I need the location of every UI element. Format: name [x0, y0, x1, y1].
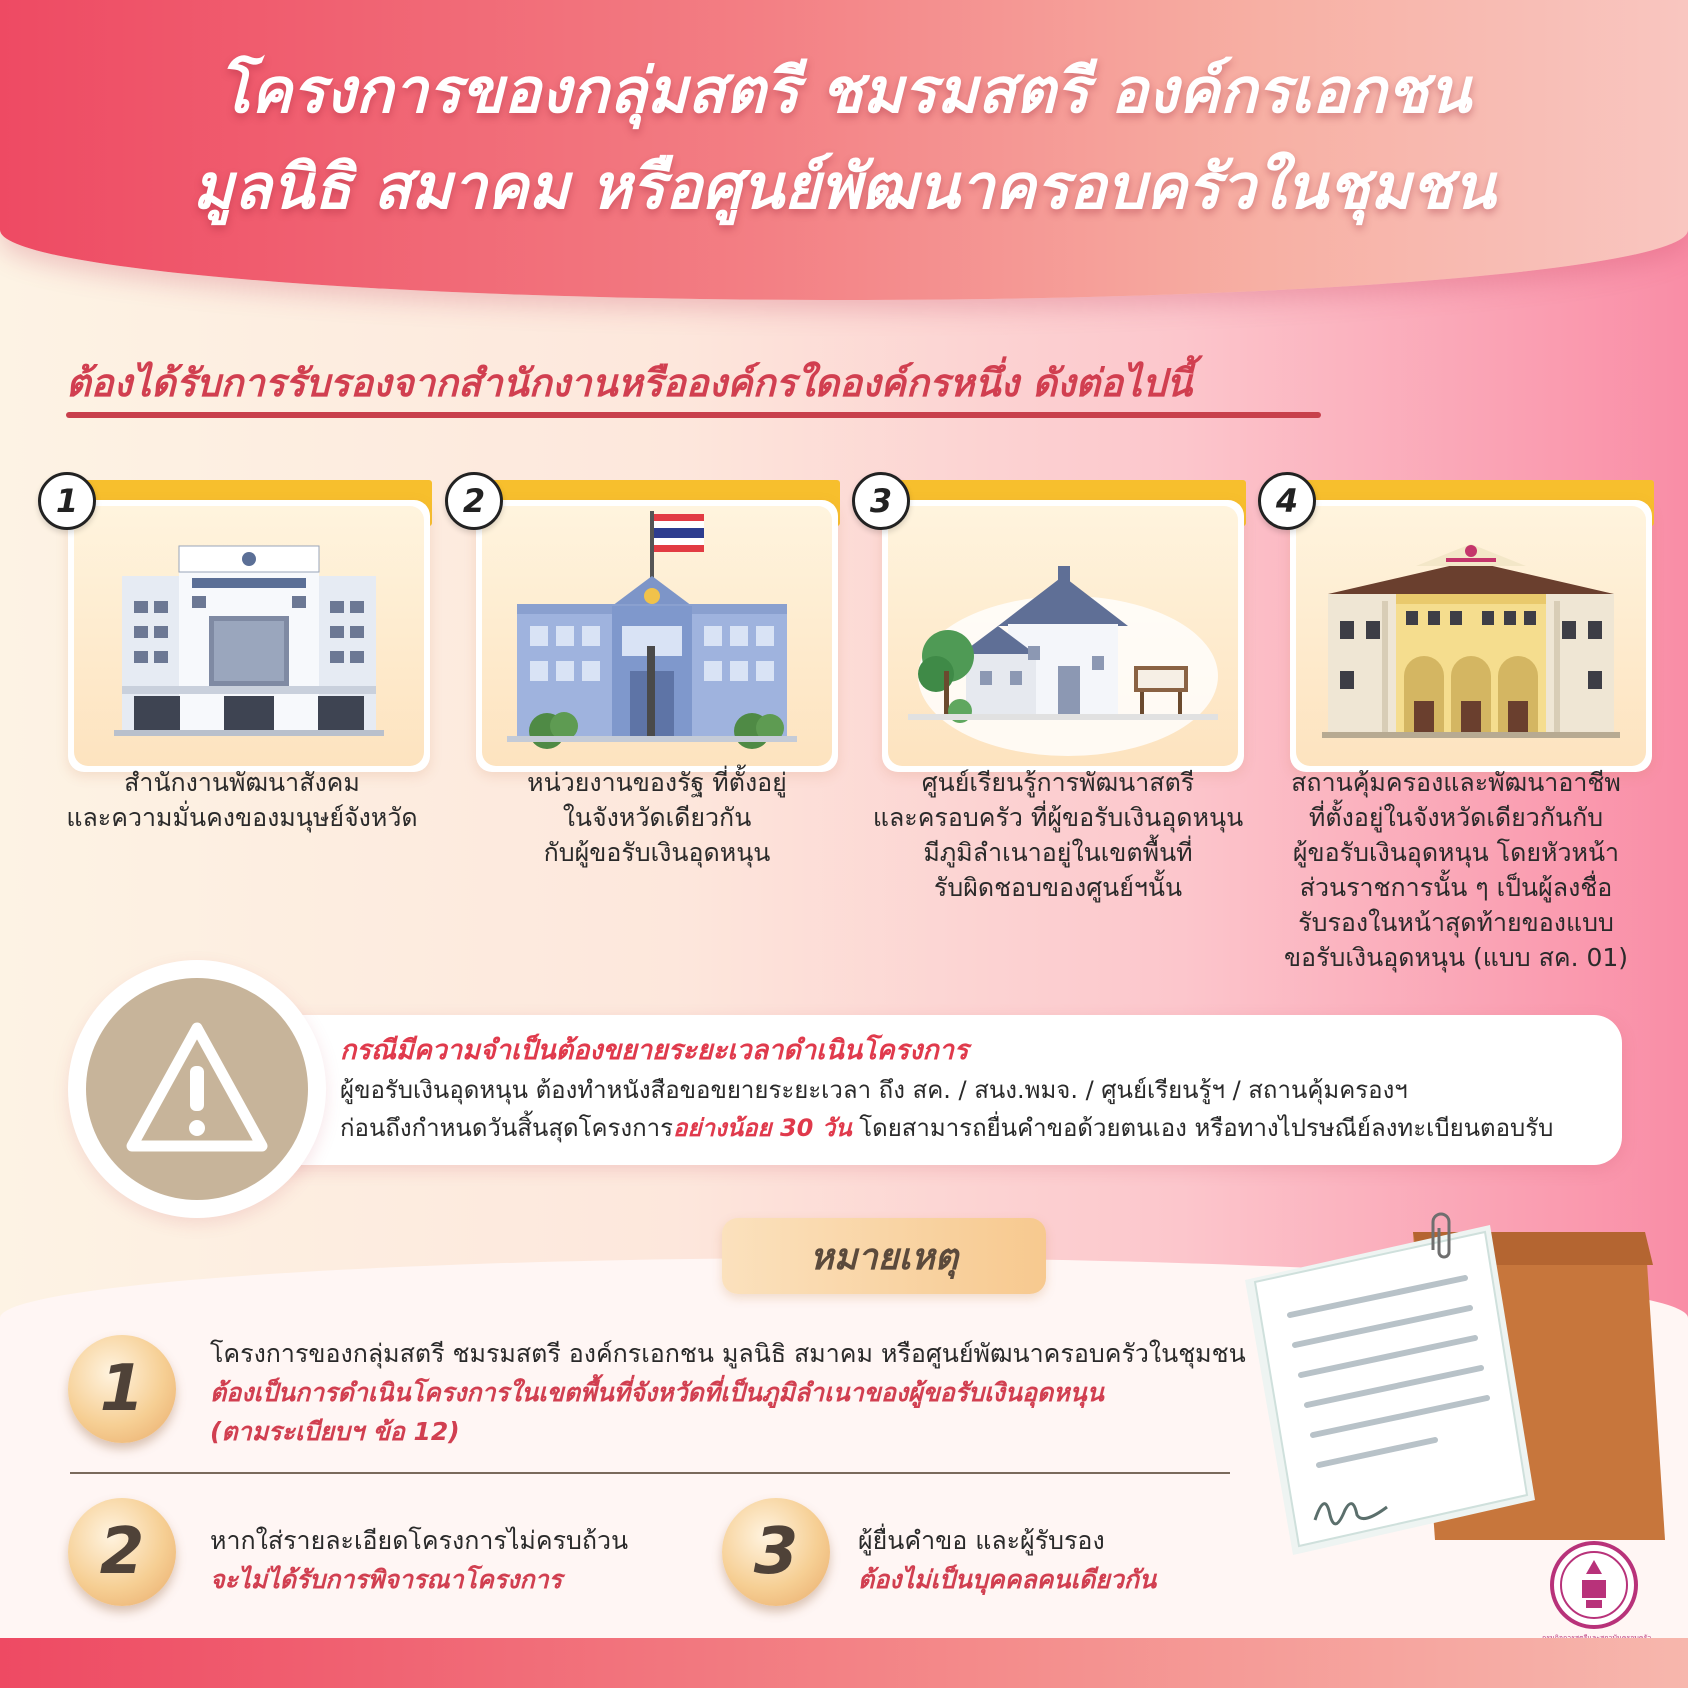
note-1-text — [210, 1334, 1246, 1451]
card-4 — [1288, 480, 1654, 756]
note-2-number: 2 — [68, 1498, 176, 1606]
card-4-line: ที่ตั้งอยู่ในจังหวัดเดียวกันกับ — [1308, 803, 1604, 832]
note-2-emphasis: จะไม่ได้รับการพิจารณาโครงการ — [210, 1565, 563, 1594]
card-2-line: กับผู้ขอรับเงินอุดหนุน — [543, 838, 771, 867]
card-1-illustration-bg — [74, 506, 424, 766]
card-2 — [474, 480, 840, 756]
card-4-line: สถานคุ้มครองและพัฒนาอาชีพ — [1291, 768, 1621, 797]
card-4-description — [1266, 765, 1646, 975]
card-4-number-badge: 4 — [1258, 472, 1316, 530]
card-1-line: สำนักงานพัฒนาสังคม — [124, 768, 360, 797]
document-envelope-illustration — [1235, 1210, 1675, 1560]
card-1-number-badge: 1 — [38, 472, 96, 530]
page-title-line-1: โครงการของกลุ่มสตรี ชมรมสตรี องค์กรเอกชน — [217, 54, 1471, 127]
section-subtitle: ต้องได้รับการรับรองจากสำนักงานหรือองค์กรใดองค์กรหนึ่ง ดังต่อไปนี้ — [66, 361, 1193, 405]
warning-deadline-emphasis: อย่างน้อย 30 วัน — [673, 1114, 852, 1142]
note-3-line: ผู้ยื่นคำขอ และผู้รับรอง — [858, 1526, 1105, 1555]
note-3-text — [858, 1521, 1156, 1599]
warning-line-2 — [340, 1108, 1553, 1147]
card-4-line: ขอรับเงินอุดหนุน (แบบ สค. 01) — [1283, 943, 1629, 972]
notes-heading: หมายเหตุ — [722, 1218, 1046, 1294]
card-3 — [880, 480, 1246, 756]
thai-flag-icon — [654, 514, 704, 552]
note-1-number: 1 — [68, 1335, 176, 1443]
note-2-text — [210, 1521, 628, 1599]
warning-title: กรณีมีความจำเป็นต้องขยายระยะเวลาดำเนินโครงการ — [340, 1035, 969, 1066]
note-1-emphasis: ต้องเป็นการดำเนินโครงการในเขตพื้นที่จังหวัดที่เป็นภูมิลำเนาของผู้ขอรับเงินอุดหนุน — [210, 1378, 1104, 1407]
notes-divider — [70, 1472, 1230, 1474]
card-1-line: และความมั่นคงของมนุษย์จังหวัด — [66, 803, 418, 832]
card-2-line: หน่วยงานของรัฐ ที่ตั้งอยู่ — [527, 768, 787, 797]
note-3-emphasis: ต้องไม่เป็นบุคคลคนเดียวกัน — [858, 1565, 1157, 1594]
department-logo — [1542, 1540, 1646, 1650]
footer-band — [0, 1638, 1688, 1688]
card-2-line: ในจังหวัดเดียวกัน — [562, 803, 752, 832]
warning-icon — [86, 978, 308, 1200]
department-seal-icon — [1542, 1540, 1646, 1630]
card-3-illustration-bg — [888, 506, 1238, 766]
note-2-line: หากใส่รายละเอียดโครงการไม่ครบถ้วน — [210, 1526, 629, 1555]
note-3-number: 3 — [722, 1498, 830, 1606]
card-3-line: และครอบครัว ที่ผู้ขอรับเงินอุดหนุน — [872, 803, 1244, 832]
card-3-number-badge: 3 — [852, 472, 910, 530]
government-office-building-icon — [74, 506, 424, 766]
document-icon — [1245, 1225, 1535, 1555]
warning-icon-circle — [86, 978, 308, 1200]
card-1 — [66, 480, 432, 756]
card-4-line: รับรองในหน้าสุดท้ายของแบบ — [1298, 908, 1614, 937]
card-3-line: มีภูมิลำเนาอยู่ในเขตพื้นที่ — [923, 838, 1193, 867]
note-1-reference: (ตามระเบียบฯ ข้อ 12) — [210, 1417, 460, 1446]
shelter-building-icon — [1296, 506, 1646, 766]
card-4-line: ผู้ขอรับเงินอุดหนุน โดยหัวหน้า — [1292, 838, 1620, 867]
card-4-line: ส่วนราชการนั้น ๆ เป็นผู้ลงชื่อ — [1299, 873, 1613, 902]
warning-line-2-tail: โดยสามารถยื่นคำขอด้วยตนเอง หรือทางไปรษณีย์ลงทะเบียนตอบรับ — [851, 1114, 1554, 1142]
card-2-number-badge: 2 — [445, 472, 503, 530]
page-title-line-2: มูลนิธิ สมาคม หรือศูนย์พัฒนาครอบครัวในชุมชน — [192, 150, 1496, 223]
card-3-description — [868, 765, 1248, 905]
subtitle-underline — [66, 412, 1321, 418]
card-1-description — [52, 765, 432, 835]
card-3-line: รับผิดชอบของศูนย์ฯนั้น — [933, 873, 1183, 902]
learning-center-house-icon — [888, 506, 1238, 766]
card-4-illustration-bg — [1296, 506, 1646, 766]
card-2-description — [467, 765, 847, 870]
card-2-illustration-bg — [482, 506, 832, 766]
warning-line-1: ผู้ขอรับเงินอุดหนุน ต้องทำหนังสือขอขยายระยะเวลา ถึง สค. / สนง.พมจ. / ศูนย์เรียนรู้ฯ / สถานคุ้มครองฯ — [340, 1076, 1408, 1104]
warning-line-2-text: ก่อนถึงกำหนดวันสิ้นสุดโครงการ — [340, 1114, 674, 1142]
government-building-with-flag-icon — [482, 506, 832, 766]
note-1-line: โครงการของกลุ่มสตรี ชมรมสตรี องค์กรเอกชน มูลนิธิ สมาคม หรือศูนย์พัฒนาครอบครัวในชุมชน — [210, 1339, 1246, 1368]
card-3-line: ศูนย์เรียนรู้การพัฒนาสตรี — [921, 768, 1195, 797]
